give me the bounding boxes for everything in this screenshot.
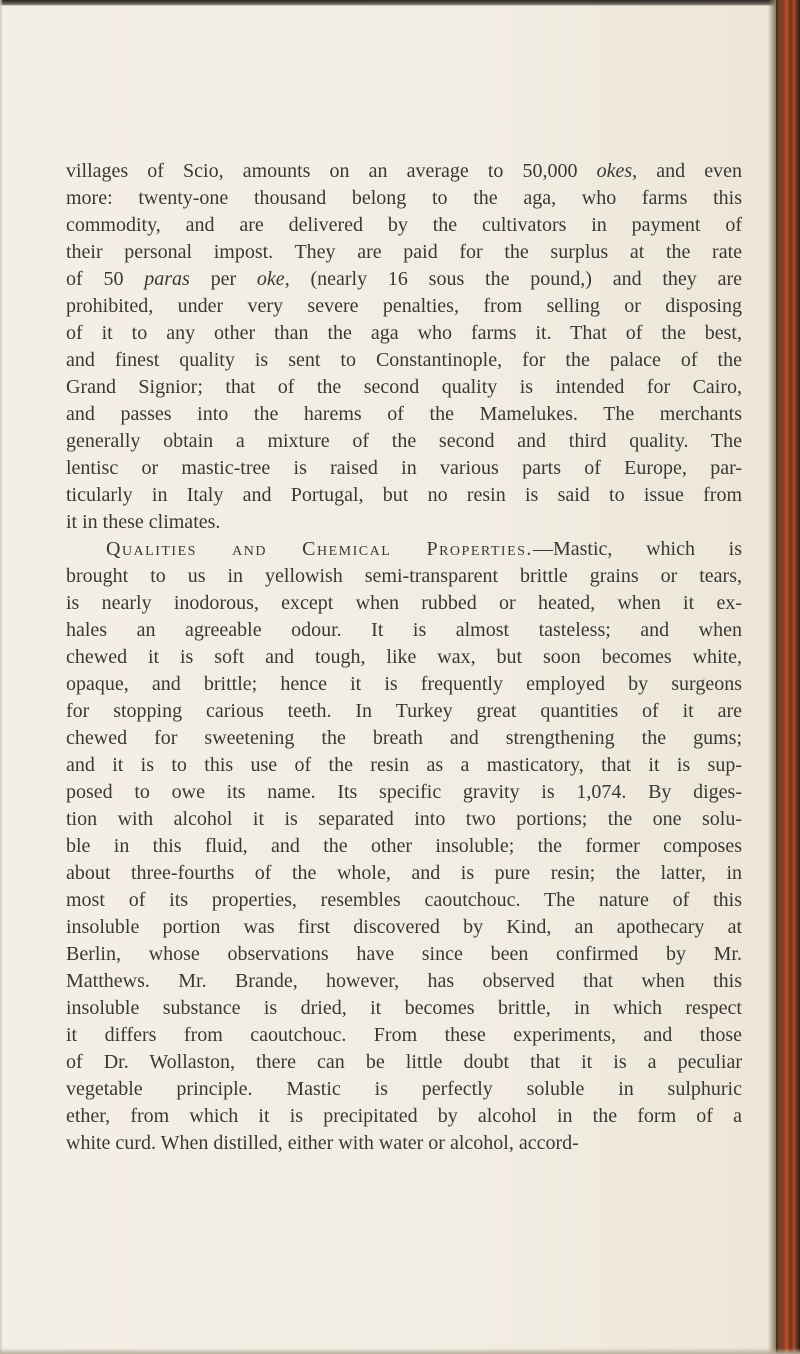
text-line	[66, 1022, 742, 1049]
text-run: —Mastic, which is	[532, 538, 742, 560]
text-line	[66, 752, 742, 779]
text-line	[66, 914, 742, 941]
text-run: Grand Signior; that of the second quality is intended for Cairo,	[66, 376, 742, 398]
text-run: lentisc or mastic-tree is raised in various parts of Europe, par-	[66, 457, 742, 479]
paragraph-two	[66, 536, 742, 1157]
text-line	[66, 590, 742, 617]
paragraph-one	[66, 158, 742, 536]
text-line	[66, 860, 742, 887]
italic-term: oke	[256, 268, 285, 290]
text-run: insoluble portion was first discovered by Kind, an apothecary at	[66, 916, 742, 938]
text-run: and passes into the harems of the Mamelukes. The merchants	[66, 403, 742, 425]
text-run: tion with alcohol it is separated into two portions; the one solu-	[66, 808, 742, 830]
text-run: , and even	[632, 160, 742, 182]
text-line	[66, 320, 742, 347]
text-run: generally obtain a mixture of the second and third quality. The	[66, 430, 742, 452]
text-run: and it is to this use of the resin as a masticatory, that it is sup-	[66, 754, 742, 776]
text-run: Berlin, whose observations have since been confirmed by Mr.	[66, 943, 742, 965]
text-run: insoluble substance is dried, it becomes brittle, in which respect	[66, 997, 742, 1019]
text-line	[66, 563, 742, 590]
text-line	[66, 1103, 742, 1130]
text-run: about three-fourths of the whole, and is pure resin; the latter, in	[66, 862, 742, 884]
text-line	[66, 185, 742, 212]
page-fore-edge-shadow	[768, 0, 776, 1354]
text-line	[66, 1130, 742, 1157]
text-line	[66, 995, 742, 1022]
text-run: hales an agreeable odour. It is almost tasteless; and when	[66, 619, 742, 641]
text-line	[66, 779, 742, 806]
section-heading: Qualities and Chemical Properties.	[106, 538, 533, 560]
text-line	[66, 617, 742, 644]
body-text	[66, 158, 742, 1157]
italic-term: okes	[596, 160, 633, 182]
text-run: commodity, and are delivered by the cultivators in payment of	[66, 214, 742, 236]
scan-left-edge	[0, 0, 3, 1354]
text-run: , (nearly 16 sous the pound,) and they are	[284, 268, 742, 290]
text-line	[66, 941, 742, 968]
text-line	[66, 239, 742, 266]
text-run: brought to us in yellowish semi-transparent brittle grains or tears,	[66, 565, 742, 587]
text-line	[66, 644, 742, 671]
text-line	[66, 293, 742, 320]
text-run: prohibited, under very severe penalties, from selling or disposing	[66, 295, 742, 317]
text-run: white curd. When distilled, either with water or alcohol, accord-	[66, 1132, 579, 1154]
text-line	[66, 509, 742, 536]
text-line	[66, 428, 742, 455]
text-run: villages of Scio, amounts on an average to 50,000	[66, 160, 597, 182]
text-line	[66, 887, 742, 914]
text-run: ble in this fluid, and the other insoluble; the former composes	[66, 835, 742, 857]
text-run: more: twenty-one thousand belong to the aga, who farms this	[66, 187, 742, 209]
text-run: per	[189, 268, 257, 290]
text-line	[66, 401, 742, 428]
text-line	[66, 806, 742, 833]
text-run: posed to owe its name. Its specific gravity is 1,074. By diges-	[66, 781, 742, 803]
text-run: it in these climates.	[66, 511, 221, 533]
scan-top-edge	[0, 0, 800, 6]
text-line	[66, 671, 742, 698]
text-run: for stopping carious teeth. In Turkey great quantities of it are	[66, 700, 742, 722]
italic-term: paras	[144, 268, 190, 290]
text-run: is nearly inodorous, except when rubbed or heated, when it ex-	[66, 592, 742, 614]
text-run: Matthews. Mr. Brande, however, has observed that when this	[66, 970, 742, 992]
text-line	[66, 374, 742, 401]
text-line	[66, 536, 742, 563]
text-run: ticularly in Italy and Portugal, but no resin is said to issue from	[66, 484, 742, 506]
text-run: and finest quality is sent to Constantinople, for the palace of the	[66, 349, 742, 371]
scan-bottom-edge	[0, 1348, 800, 1354]
text-run: their personal impost. They are paid for the surplus at the rate	[66, 241, 742, 263]
text-run: chewed for sweetening the breath and strengthening the gums;	[66, 727, 742, 749]
text-run: ether, from which it is precipitated by alcohol in the form of a	[66, 1105, 742, 1127]
text-line	[66, 833, 742, 860]
text-line	[66, 347, 742, 374]
text-run: of it to any other than the aga who farms it. That of the best,	[66, 322, 742, 344]
text-line	[66, 158, 742, 185]
text-line	[66, 212, 742, 239]
text-line	[66, 1076, 742, 1103]
text-line	[66, 266, 742, 293]
text-line	[66, 698, 742, 725]
text-run: vegetable principle. Mastic is perfectly soluble in sulphuric	[66, 1078, 742, 1100]
text-line	[66, 968, 742, 995]
text-run: of Dr. Wollaston, there can be little doubt that it is a peculiar	[66, 1051, 742, 1073]
text-run: it differs from caoutchouc. From these experiments, and those	[66, 1024, 742, 1046]
book-spine-edge	[776, 0, 800, 1354]
text-run: chewed it is soft and tough, like wax, but soon becomes white,	[66, 646, 742, 668]
text-line	[66, 482, 742, 509]
text-run: of 50	[66, 268, 145, 290]
text-line	[66, 455, 742, 482]
text-run: opaque, and brittle; hence it is frequently employed by surgeons	[66, 673, 742, 695]
text-line	[66, 1049, 742, 1076]
text-run: most of its properties, resembles caoutchouc. The nature of this	[66, 889, 742, 911]
text-line	[66, 725, 742, 752]
